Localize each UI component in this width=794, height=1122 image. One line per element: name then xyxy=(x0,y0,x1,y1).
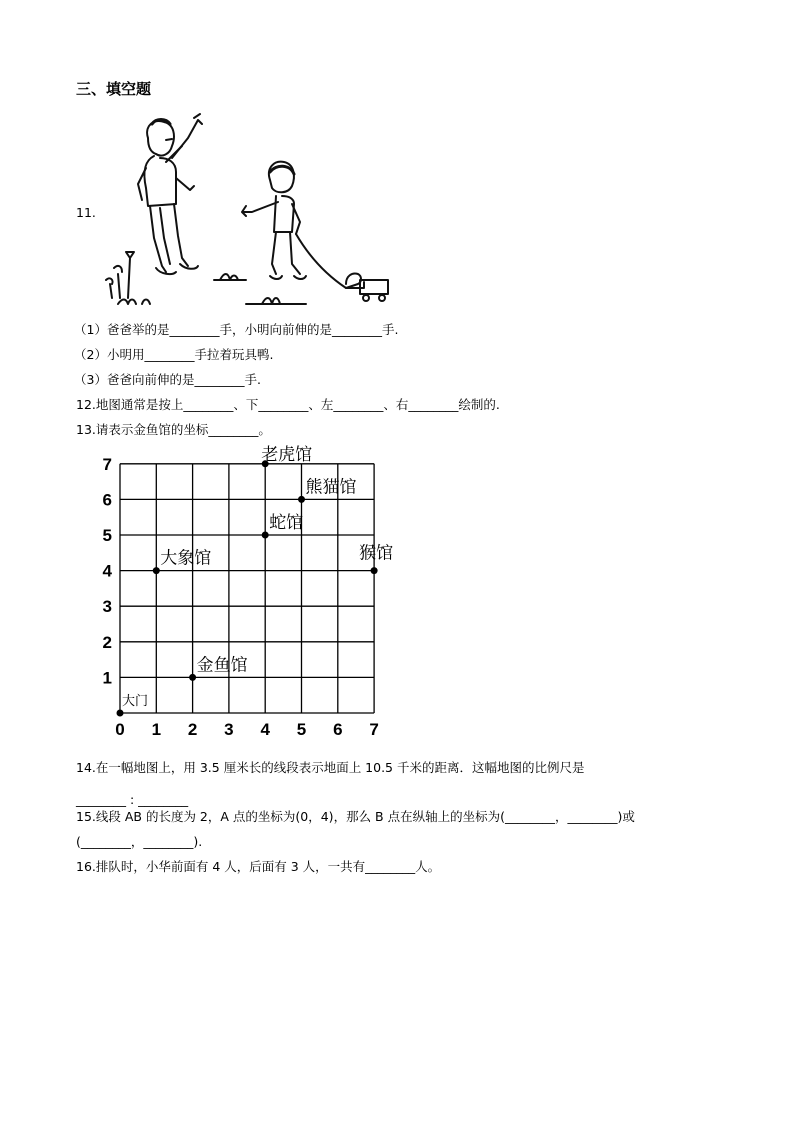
place-label: 熊猫馆 xyxy=(305,477,357,498)
x-tick-label: 2 xyxy=(187,720,198,739)
q16-text: 16.排队时，小华前面有 4 人，后面有 3 人，一共有________人。 xyxy=(76,859,441,874)
place-point xyxy=(371,567,378,574)
father-son-illustration xyxy=(96,108,396,313)
place-label: 金鱼馆 xyxy=(196,655,248,676)
x-tick-label: 5 xyxy=(296,720,307,739)
x-tick-label: 0 xyxy=(115,720,125,739)
place-label: 大门 xyxy=(122,694,149,709)
place-point xyxy=(189,674,196,681)
y-tick-label: 2 xyxy=(102,632,112,652)
y-tick-label: 1 xyxy=(102,668,112,688)
x-tick-label: 1 xyxy=(151,720,162,739)
q11-part3: （3）爸爸向前伸的是________手. xyxy=(74,372,261,387)
place-point xyxy=(153,567,160,574)
x-tick-label: 7 xyxy=(369,720,379,739)
q15-line1: 15.线段 AB 的长度为 2，A 点的坐标为(0，4)，那么 B 点在纵轴上的坐标为(________，________)或 xyxy=(76,809,635,824)
x-tick-label: 4 xyxy=(260,720,270,739)
place-point xyxy=(298,496,305,503)
q12-text: 12.地图通常是按上________、下________、左________、右________绘制的. xyxy=(76,397,500,412)
q14-line2: ________ : ________ xyxy=(76,792,189,807)
q11-part1: （1）爸爸举的是________手，小明向前伸的是________手. xyxy=(74,322,399,337)
q14-line1: 14.在一幅地图上，用 3.5 厘米长的线段表示地面上 10.5 千米的距离．这幅地图的比例尺是 xyxy=(76,760,585,775)
place-point xyxy=(262,532,269,539)
q15-line2: (________，________). xyxy=(76,834,203,849)
coordinate-grid xyxy=(100,440,400,740)
y-tick-label: 6 xyxy=(102,490,112,510)
section-title: 三、填空题 xyxy=(76,80,152,98)
y-tick-label: 7 xyxy=(102,454,112,474)
place-point xyxy=(117,710,124,717)
place-label: 老虎馆 xyxy=(261,444,313,465)
q13-text: 13.请表示金鱼馆的坐标________。 xyxy=(76,422,271,437)
y-tick-label: 3 xyxy=(102,597,112,617)
place-label: 蛇馆 xyxy=(269,513,304,533)
x-tick-label: 3 xyxy=(224,720,234,739)
place-label: 大象馆 xyxy=(160,548,212,569)
y-tick-label: 5 xyxy=(102,526,112,545)
place-label: 猴馆 xyxy=(359,543,394,564)
q11-part2: （2）小明用________手拉着玩具鸭. xyxy=(74,347,274,362)
q11-number: 11. xyxy=(76,205,96,220)
x-tick-label: 6 xyxy=(333,720,343,739)
y-tick-label: 4 xyxy=(102,561,112,581)
